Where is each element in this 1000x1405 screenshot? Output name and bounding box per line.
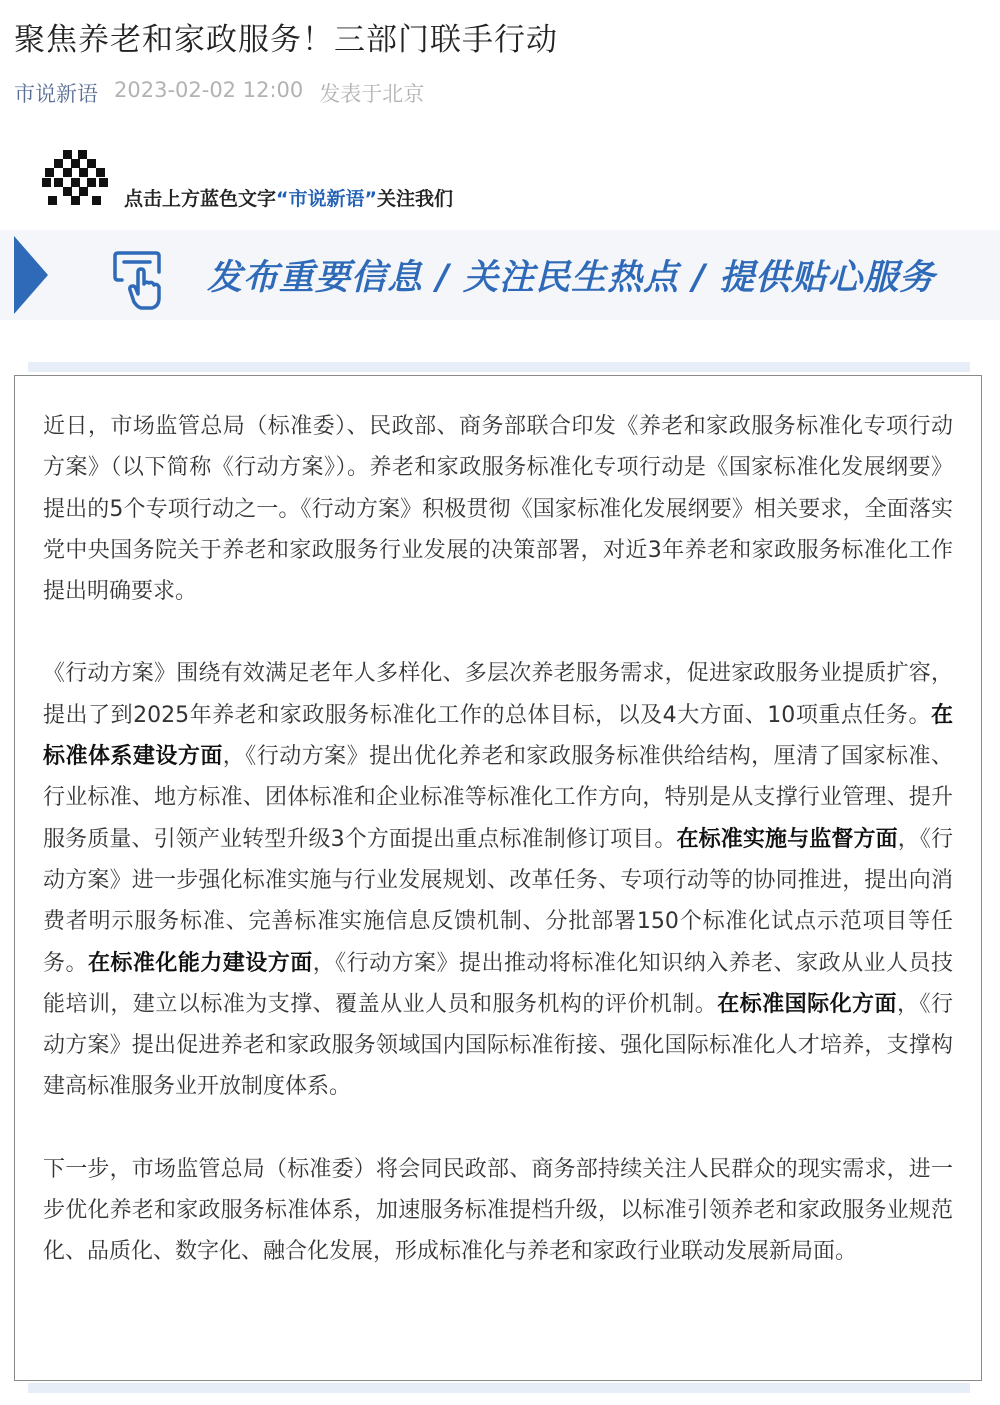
- follow-prompt: [42, 150, 562, 212]
- paragraph-2: 《行动方案》围绕有效满足老年人多样化、多层次养老服务需求，促进家政服务业提质扩容，提出了到2025年养老和家政服务标准化工作的总体目标，以及4大方面、10项重点任务。在标准体系建设方面，《行动方案》提出优化养老和家政服务标准供给结构，厘清了国家标准、行业标准、地方标准、团体标准和企业标准等标准化工作方向，特别是从支撑行业管理、提升服务质量、引领产业转型升级3个方面提出重点标准制修订项目。在标准实施与监督方面，《行动方案》进一步强化标准实施与行业发展规划、改革任务、专项行动等的协同推进，提出向消费者明示服务标准、完善标准实施信息反馈机制、分批部署150个标准化试点示范项目等任务。在标准化能力建设方面，《行动方案》提出推动将标准化知识纳入养老、家政从业人员技能培训，建立以标准为支撑、覆盖从业人员和服务机构的评价机制。在标准国际化方面，《行动方案》提出促进养老和家政服务领域国内国际标准衔接、强化国际标准化人才培养，支撑构建高标准服务业开放制度体系。: [43, 661, 953, 1100]
- article-body: [14, 375, 982, 1381]
- banner-slogan: 发布重要信息 / 关注民生热点 / 提供贴心服务: [207, 258, 936, 298]
- bold-standard-system: 在标准体系建设方面: [43, 702, 953, 770]
- bold-internationalization: 在标准国际化方面: [717, 991, 898, 1017]
- account-name-link[interactable]: 市说新语: [14, 82, 98, 106]
- publish-date: 2023-02-02 12:00: [114, 78, 304, 102]
- publish-location: 发表于北京: [319, 82, 425, 106]
- article-title: 聚焦养老和家政服务！三部门联手行动: [14, 22, 558, 58]
- decor-strip-bottom: [28, 1383, 970, 1393]
- pixel-logo-icon: [42, 150, 108, 210]
- follow-suffix: 关注我们: [377, 188, 454, 210]
- article-meta: [14, 78, 424, 108]
- play-arrow-icon: [14, 236, 50, 314]
- paragraph-1: 近日，市场监管总局（标准委）、民政部、商务部联合印发《养老和家政服务标准化专项行动方案》（以下简称《行动方案》）。养老和家政服务标准化专项行动是《国家标准化发展纲要》提出的5个专项行动之一。《行动方案》积极贯彻《国家标准化发展纲要》相关要求，全面落实党中央国务院关于养老和家政服务行业发展的决策部署，对近3年养老和家政服务标准化工作提出明确要求。: [43, 414, 953, 605]
- follow-account-link[interactable]: “市说新语”: [276, 188, 377, 210]
- follow-prefix: 点击上方蓝色文字: [124, 188, 277, 210]
- follow-text: [124, 184, 453, 211]
- bold-implementation: 在标准实施与监督方面: [676, 826, 898, 852]
- touch-hand-icon: [112, 250, 166, 310]
- bold-capacity: 在标准化能力建设方面: [87, 950, 313, 976]
- decor-strip-top: [28, 362, 970, 372]
- slogan-banner: [0, 230, 1000, 320]
- paragraph-3: 下一步，市场监管总局（标准委）将会同民政部、商务部持续关注人民群众的现实需求，进一步优化养老和家政服务标准体系，加速服务标准提档升级，以标准引领养老和家政服务业规范化、品质化、数字化、融合化发展，形成标准化与养老和家政行业联动发展新局面。: [43, 1156, 953, 1265]
